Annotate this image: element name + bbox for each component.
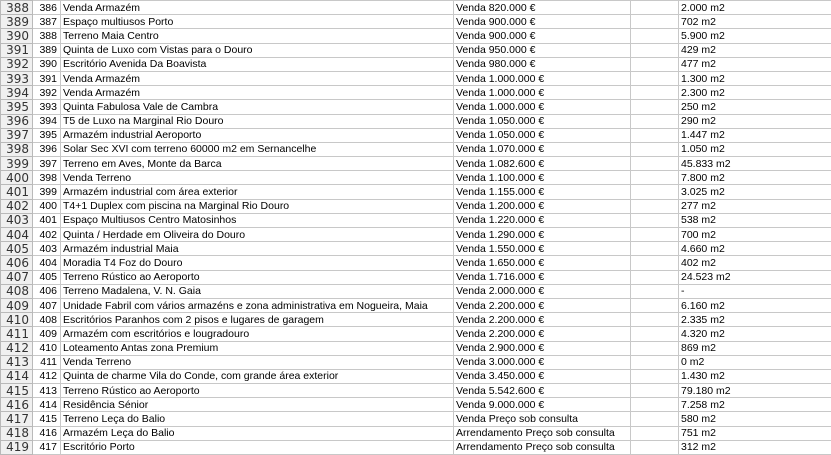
cell-id[interactable]: 389 — [33, 43, 61, 57]
cell-empty[interactable] — [631, 100, 679, 114]
cell-title[interactable]: Residência Sénior — [61, 398, 454, 412]
table-row — [1, 398, 831, 412]
cell-price[interactable]: Venda 950.000 € — [454, 43, 631, 57]
cell-price[interactable]: Venda 1.000.000 € — [454, 71, 631, 85]
cell-empty[interactable] — [631, 256, 679, 270]
cell-title[interactable]: Terreno em Aves, Monte da Barca — [61, 157, 454, 171]
cell-area[interactable]: 1.430 m2 — [679, 369, 831, 383]
table-row — [1, 213, 831, 227]
cell-title[interactable]: Moradia T4 Foz do Douro — [61, 256, 454, 270]
cell-empty[interactable] — [631, 157, 679, 171]
cell-price[interactable]: Venda 2.200.000 € — [454, 313, 631, 327]
cell-id[interactable]: 392 — [33, 86, 61, 100]
cell-area[interactable]: 290 m2 — [679, 114, 831, 128]
table-row — [1, 142, 831, 156]
cell-area[interactable]: 538 m2 — [679, 213, 831, 227]
cell-price[interactable]: Venda 2.900.000 € — [454, 341, 631, 355]
table-row — [1, 270, 831, 284]
row-header[interactable]: 393 — [1, 71, 33, 85]
cell-id[interactable]: 390 — [33, 57, 61, 71]
cell-title[interactable]: Terreno Rústico ao Aeroporto — [61, 384, 454, 398]
cell-empty[interactable] — [631, 440, 679, 454]
cell-id[interactable]: 403 — [33, 242, 61, 256]
row-header[interactable]: 417 — [1, 412, 33, 426]
cell-area[interactable]: 2.300 m2 — [679, 86, 831, 100]
cell-id[interactable]: 405 — [33, 270, 61, 284]
cell-area[interactable]: 580 m2 — [679, 412, 831, 426]
cell-id[interactable]: 391 — [33, 71, 61, 85]
cell-price[interactable]: Venda 9.000.000 € — [454, 398, 631, 412]
table-row — [1, 185, 831, 199]
cell-title[interactable]: Armazém com escritórios e lougradouro — [61, 327, 454, 341]
cell-id[interactable]: 414 — [33, 398, 61, 412]
cell-price[interactable]: Venda 1.290.000 € — [454, 228, 631, 242]
cell-price[interactable]: Arrendamento Preço sob consulta — [454, 426, 631, 440]
cell-id[interactable]: 412 — [33, 369, 61, 383]
cell-price[interactable]: Venda 1.100.000 € — [454, 171, 631, 185]
row-header[interactable]: 401 — [1, 185, 33, 199]
cell-title[interactable]: Quinta Fabulosa Vale de Cambra — [61, 100, 454, 114]
cell-price[interactable]: Venda 2.200.000 € — [454, 327, 631, 341]
cell-title[interactable]: Espaço multiusos Porto — [61, 15, 454, 29]
cell-id[interactable]: 399 — [33, 185, 61, 199]
cell-id[interactable]: 386 — [33, 1, 61, 15]
table-row — [1, 355, 831, 369]
cell-price[interactable]: Venda 1.155.000 € — [454, 185, 631, 199]
cell-id[interactable]: 402 — [33, 228, 61, 242]
cell-empty[interactable] — [631, 71, 679, 85]
cell-price[interactable]: Venda 1.000.000 € — [454, 86, 631, 100]
row-header[interactable]: 408 — [1, 284, 33, 298]
table-row — [1, 199, 831, 213]
cell-price[interactable]: Venda 2.000.000 € — [454, 284, 631, 298]
row-header[interactable]: 403 — [1, 213, 33, 227]
cell-area[interactable]: 277 m2 — [679, 199, 831, 213]
table-row — [1, 256, 831, 270]
cell-id[interactable]: 400 — [33, 199, 61, 213]
row-header[interactable]: 412 — [1, 341, 33, 355]
cell-price[interactable]: Venda 1.070.000 € — [454, 142, 631, 156]
table-row — [1, 71, 831, 85]
cell-id[interactable]: 394 — [33, 114, 61, 128]
cell-id[interactable]: 417 — [33, 440, 61, 454]
cell-price[interactable]: Arrendamento Preço sob consulta — [454, 440, 631, 454]
cell-id[interactable]: 409 — [33, 327, 61, 341]
cell-title[interactable]: Venda Armazém — [61, 86, 454, 100]
row-header[interactable]: 406 — [1, 256, 33, 270]
cell-area[interactable]: 702 m2 — [679, 15, 831, 29]
row-header[interactable]: 399 — [1, 157, 33, 171]
cell-price[interactable]: Venda 1.650.000 € — [454, 256, 631, 270]
cell-area[interactable]: 0 m2 — [679, 355, 831, 369]
cell-area[interactable]: 7.258 m2 — [679, 398, 831, 412]
cell-empty[interactable] — [631, 213, 679, 227]
cell-area[interactable]: 4.320 m2 — [679, 327, 831, 341]
cell-price[interactable]: Venda 900.000 € — [454, 29, 631, 43]
cell-id[interactable]: 401 — [33, 213, 61, 227]
cell-area[interactable]: 869 m2 — [679, 341, 831, 355]
cell-empty[interactable] — [631, 412, 679, 426]
row-header[interactable]: 410 — [1, 313, 33, 327]
cell-title[interactable]: Armazém Leça do Balio — [61, 426, 454, 440]
row-header[interactable]: 405 — [1, 242, 33, 256]
cell-empty[interactable] — [631, 86, 679, 100]
table-row — [1, 369, 831, 383]
cell-price[interactable]: Venda 1.050.000 € — [454, 128, 631, 142]
cell-id[interactable]: 388 — [33, 29, 61, 43]
row-header[interactable]: 411 — [1, 327, 33, 341]
cell-title[interactable]: Loteamento Antas zona Premium — [61, 341, 454, 355]
cell-title[interactable]: Armazém industrial com área exterior — [61, 185, 454, 199]
cell-price[interactable]: Venda 1.050.000 € — [454, 114, 631, 128]
cell-area[interactable]: 5.900 m2 — [679, 29, 831, 43]
row-header[interactable]: 396 — [1, 114, 33, 128]
cell-empty[interactable] — [631, 398, 679, 412]
cell-title[interactable]: Unidade Fabril com vários armazéns e zona administrativa em Nogueira, Maia — [61, 298, 454, 312]
cell-empty[interactable] — [631, 43, 679, 57]
table-row — [1, 327, 831, 341]
cell-title[interactable]: Terreno Rústico ao Aeroporto — [61, 270, 454, 284]
cell-title[interactable]: Armazém industrial Aeroporto — [61, 128, 454, 142]
row-header[interactable]: 400 — [1, 171, 33, 185]
cell-id[interactable]: 404 — [33, 256, 61, 270]
cell-title[interactable]: Venda Armazém — [61, 1, 454, 15]
cell-id[interactable]: 393 — [33, 100, 61, 114]
table-row — [1, 15, 831, 29]
cell-empty[interactable] — [631, 57, 679, 71]
cell-price[interactable]: Venda 3.450.000 € — [454, 369, 631, 383]
cell-empty[interactable] — [631, 228, 679, 242]
table-row — [1, 157, 831, 171]
row-header[interactable]: 388 — [1, 1, 33, 15]
cell-price[interactable]: Venda 2.200.000 € — [454, 298, 631, 312]
cell-id[interactable]: 407 — [33, 298, 61, 312]
table-row — [1, 29, 831, 43]
cell-area[interactable]: 429 m2 — [679, 43, 831, 57]
table-row — [1, 100, 831, 114]
row-header[interactable]: 397 — [1, 128, 33, 142]
cell-id[interactable]: 398 — [33, 171, 61, 185]
cell-area[interactable]: 4.660 m2 — [679, 242, 831, 256]
cell-title[interactable]: Escritórios Paranhos com 2 pisos e lugares de garagem — [61, 313, 454, 327]
row-header[interactable]: 394 — [1, 86, 33, 100]
table-row — [1, 128, 831, 142]
cell-empty[interactable] — [631, 327, 679, 341]
cell-price[interactable]: Venda Preço sob consulta — [454, 412, 631, 426]
cell-price[interactable]: Venda 1.716.000 € — [454, 270, 631, 284]
cell-area[interactable]: 2.335 m2 — [679, 313, 831, 327]
cell-price[interactable]: Venda 5.542.600 € — [454, 384, 631, 398]
table-row — [1, 86, 831, 100]
cell-empty[interactable] — [631, 114, 679, 128]
row-header[interactable]: 404 — [1, 228, 33, 242]
cell-area[interactable]: 24.523 m2 — [679, 270, 831, 284]
row-header[interactable]: 409 — [1, 298, 33, 312]
cell-title[interactable]: Terreno Leça do Balio — [61, 412, 454, 426]
table-row — [1, 228, 831, 242]
cell-id[interactable]: 413 — [33, 384, 61, 398]
cell-title[interactable]: Quinta de charme Vila do Conde, com grande área exterior — [61, 369, 454, 383]
cell-id[interactable]: 406 — [33, 284, 61, 298]
cell-empty[interactable] — [631, 128, 679, 142]
table-row — [1, 57, 831, 71]
table-row — [1, 412, 831, 426]
cell-price[interactable]: Venda 3.000.000 € — [454, 355, 631, 369]
cell-price[interactable]: Venda 980.000 € — [454, 57, 631, 71]
cell-empty[interactable] — [631, 341, 679, 355]
table-row — [1, 284, 831, 298]
cell-area[interactable]: 477 m2 — [679, 57, 831, 71]
cell-empty[interactable] — [631, 185, 679, 199]
cell-area[interactable]: 1.447 m2 — [679, 128, 831, 142]
cell-id[interactable]: 415 — [33, 412, 61, 426]
cell-id[interactable]: 395 — [33, 128, 61, 142]
cell-area[interactable]: 7.800 m2 — [679, 171, 831, 185]
row-header[interactable]: 413 — [1, 355, 33, 369]
row-header[interactable]: 416 — [1, 398, 33, 412]
cell-empty[interactable] — [631, 284, 679, 298]
cell-title[interactable]: Quinta / Herdade em Oliveira do Douro — [61, 228, 454, 242]
row-header[interactable]: 415 — [1, 384, 33, 398]
cell-empty[interactable] — [631, 171, 679, 185]
cell-area[interactable]: 45.833 m2 — [679, 157, 831, 171]
row-header[interactable]: 414 — [1, 369, 33, 383]
cell-title[interactable]: Espaço Multiusos Centro Matosinhos — [61, 213, 454, 227]
cell-empty[interactable] — [631, 199, 679, 213]
cell-area[interactable]: 3.025 m2 — [679, 185, 831, 199]
row-header[interactable]: 419 — [1, 440, 33, 454]
cell-price[interactable]: Venda 820.000 € — [454, 1, 631, 15]
cell-empty[interactable] — [631, 142, 679, 156]
cell-price[interactable]: Venda 1.550.000 € — [454, 242, 631, 256]
cell-title[interactable]: Venda Terreno — [61, 355, 454, 369]
cell-empty[interactable] — [631, 313, 679, 327]
table-row — [1, 341, 831, 355]
row-header[interactable]: 392 — [1, 57, 33, 71]
table-row — [1, 1, 831, 15]
row-header[interactable]: 391 — [1, 43, 33, 57]
cell-price[interactable]: Venda 1.082.600 € — [454, 157, 631, 171]
cell-empty[interactable] — [631, 426, 679, 440]
cell-area[interactable]: 312 m2 — [679, 440, 831, 454]
table-row — [1, 242, 831, 256]
cell-empty[interactable] — [631, 242, 679, 256]
cell-title[interactable]: Armazém industrial Maia — [61, 242, 454, 256]
cell-title[interactable]: Terreno Maia Centro — [61, 29, 454, 43]
cell-area[interactable]: 6.160 m2 — [679, 298, 831, 312]
cell-area[interactable]: 79.180 m2 — [679, 384, 831, 398]
cell-area[interactable]: 700 m2 — [679, 228, 831, 242]
cell-empty[interactable] — [631, 1, 679, 15]
cell-area[interactable]: 1.300 m2 — [679, 71, 831, 85]
row-header[interactable]: 398 — [1, 142, 33, 156]
row-header[interactable]: 390 — [1, 29, 33, 43]
cell-price[interactable]: Venda 1.220.000 € — [454, 213, 631, 227]
table-row — [1, 440, 831, 454]
cell-title[interactable]: Venda Armazém — [61, 71, 454, 85]
cell-price[interactable]: Venda 900.000 € — [454, 15, 631, 29]
row-header[interactable]: 402 — [1, 199, 33, 213]
cell-area[interactable]: 1.050 m2 — [679, 142, 831, 156]
table-row — [1, 171, 831, 185]
cell-area[interactable]: 402 m2 — [679, 256, 831, 270]
cell-id[interactable]: 396 — [33, 142, 61, 156]
cell-title[interactable]: T4+1 Duplex com piscina na Marginal Rio Douro — [61, 199, 454, 213]
cell-area[interactable]: 751 m2 — [679, 426, 831, 440]
cell-price[interactable]: Venda 1.200.000 € — [454, 199, 631, 213]
table-row — [1, 298, 831, 312]
cell-title[interactable]: Solar Sec XVI com terreno 60000 m2 em Sernancelhe — [61, 142, 454, 156]
cell-empty[interactable] — [631, 384, 679, 398]
row-header[interactable]: 395 — [1, 100, 33, 114]
cell-id[interactable]: 410 — [33, 341, 61, 355]
cell-id[interactable]: 387 — [33, 15, 61, 29]
table-row — [1, 426, 831, 440]
table-row — [1, 313, 831, 327]
cell-empty[interactable] — [631, 15, 679, 29]
cell-title[interactable]: Escritório Porto — [61, 440, 454, 454]
cell-id[interactable]: 411 — [33, 355, 61, 369]
table-row — [1, 114, 831, 128]
cell-title[interactable]: Quinta de Luxo com Vistas para o Douro — [61, 43, 454, 57]
cell-empty[interactable] — [631, 29, 679, 43]
cell-area[interactable]: - — [679, 284, 831, 298]
cell-title[interactable]: T5 de Luxo na Marginal Rio Douro — [61, 114, 454, 128]
cell-empty[interactable] — [631, 355, 679, 369]
cell-price[interactable]: Venda 1.000.000 € — [454, 100, 631, 114]
table-row — [1, 43, 831, 57]
cell-empty[interactable] — [631, 369, 679, 383]
cell-title[interactable]: Escritório Avenida Da Boavista — [61, 57, 454, 71]
cell-title[interactable]: Terreno Madalena, V. N. Gaia — [61, 284, 454, 298]
table-row — [1, 384, 831, 398]
cell-id[interactable]: 416 — [33, 426, 61, 440]
cell-empty[interactable] — [631, 298, 679, 312]
cell-id[interactable]: 408 — [33, 313, 61, 327]
cell-id[interactable]: 397 — [33, 157, 61, 171]
cell-title[interactable]: Venda Terreno — [61, 171, 454, 185]
row-header[interactable]: 389 — [1, 15, 33, 29]
row-header[interactable]: 407 — [1, 270, 33, 284]
cell-area[interactable]: 2.000 m2 — [679, 1, 831, 15]
row-header[interactable]: 418 — [1, 426, 33, 440]
cell-area[interactable]: 250 m2 — [679, 100, 831, 114]
cell-empty[interactable] — [631, 270, 679, 284]
